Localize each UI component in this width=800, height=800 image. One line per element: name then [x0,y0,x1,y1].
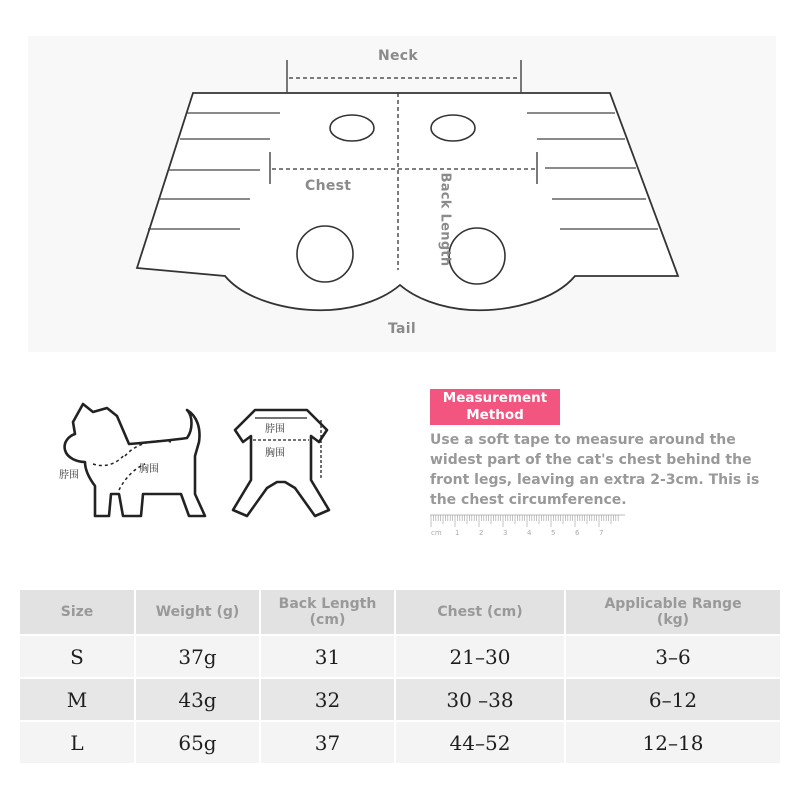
ruler-number: 7 [599,529,604,537]
dog-illustration [55,398,215,524]
size-chart-table [20,590,780,763]
ruler-unit: cm [431,529,442,537]
cell-range: 6–12 [565,678,780,721]
dog-silhouette [65,404,205,516]
ruler-number: 4 [527,529,532,537]
cell-back-length: 37 [260,721,395,763]
garment-neck-label: 脖围 [265,424,285,435]
cell-size: L [20,721,135,763]
back-length-label: Back Length [437,172,453,267]
cell-size: S [20,635,135,678]
cell-back-length: 32 [260,678,395,721]
header-range-unit: (kg) [656,612,690,628]
chest-label: Chest [305,178,352,194]
cell-size: M [20,678,135,721]
header-size-label: Size [60,604,94,620]
ruler-number: 1 [455,529,460,537]
ruler-number: 2 [479,529,484,537]
header-back-length-unit: (cm) [309,612,346,628]
measurement-method-text: Use a soft tape to measure around the widest part of the cat's chest behind the front legs, leaving an extra 2-3cm. This is the chest circumference. [430,432,760,508]
garment-chest-label: 胸围 [265,448,285,459]
cell-weight: 43g [135,678,260,721]
header-chest [395,590,565,635]
header-applicable-range [565,590,780,635]
measurement-method-badge: Measurement Method [430,389,560,425]
ruler-number: 6 [575,529,580,537]
dog-chest-label: 胸围 [139,464,159,475]
ruler-number: 3 [503,529,508,537]
table-row [20,635,780,678]
cell-range: 3–6 [565,635,780,678]
cell-chest: 30 –38 [395,678,565,721]
cell-range: 12–18 [565,721,780,763]
header-back-length [260,590,395,635]
header-size [20,590,135,635]
garment-illustration [225,400,337,520]
cell-back-length: 31 [260,635,395,678]
dog-neck-label: 脖围 [59,470,79,481]
neck-measure-line [287,60,521,92]
tail-label: Tail [388,321,416,337]
header-range-label: Applicable Range [604,596,742,612]
ruler-icon [430,513,625,537]
header-chest-label: Chest (cm) [437,604,523,620]
table-row [20,721,780,763]
table-row [20,678,780,721]
cell-weight: 65g [135,721,260,763]
header-weight-label: Weight (g) [155,604,240,620]
garment-outline [137,93,678,310]
header-back-length-label: Back Length [278,596,377,612]
table-header-row [20,590,780,635]
cell-weight: 37g [135,635,260,678]
cell-chest: 21–30 [395,635,565,678]
header-weight [135,590,260,635]
neck-label: Neck [378,48,419,64]
cell-chest: 44–52 [395,721,565,763]
ruler-number: 5 [551,529,556,537]
